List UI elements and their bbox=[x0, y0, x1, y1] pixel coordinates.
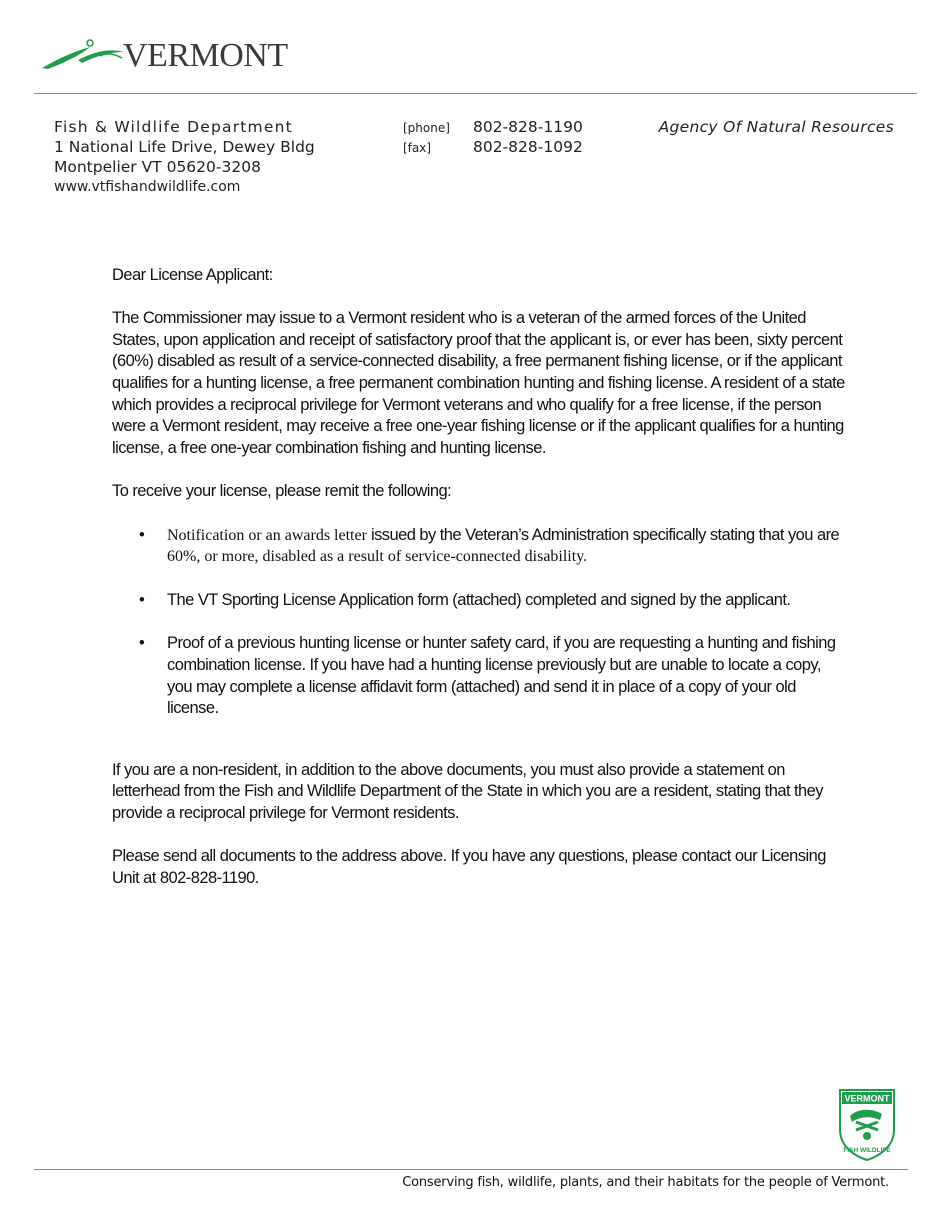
bullet-text-va: issued by the Veteran’s Administration specifically stating that you are bbox=[366, 525, 840, 544]
fax-row bbox=[403, 137, 583, 157]
header-divider bbox=[34, 93, 917, 94]
bullet-text-notification: Notification or an awards letter bbox=[167, 526, 367, 544]
paragraph-nonresident: If you are a non-resident, in addition to the above documents, you must also provide a statement on letterhead from the Fish and Wildlife Department of the State in which you are a resident, stating that they provide a reciprocal privilege for Vermont residents. bbox=[112, 760, 824, 822]
seal-top-text: VERMONT bbox=[844, 1093, 890, 1104]
bullet-text-disability: 60%, or more, disabled as a result of service-connected disability. bbox=[167, 548, 588, 566]
paragraph-eligibility: The Commissioner may issue to a Vermont resident who is a veteran of the armed forces of the United States, upon application and receipt of satisfactory proof that the applicant is, or ever has been, sixty percent (60%) disabled as result of a service-connected disability, a free permanent fishing license, or if the applicant qualifies for a hunting license, a free permanent combination hunting and fishing license. A resident of a state which provides a reciprocal privilege for Vermont veterans and who qualify for a free license, if the person were a Vermont resident, may receive a free one-year fishing license or if the applicant qualifies for a hunting license, a free one-year combination fishing and hunting license. bbox=[112, 309, 845, 457]
list-item bbox=[112, 590, 847, 612]
phone-label: [phone] bbox=[403, 121, 450, 135]
phone-row bbox=[403, 117, 583, 137]
address-block bbox=[54, 117, 315, 197]
requirements-list bbox=[112, 525, 847, 720]
bullet-icon: • bbox=[139, 525, 145, 544]
address-line-2: Montpelier VT 05620-3208 bbox=[54, 158, 261, 176]
logo-wordmark: VERMONT bbox=[123, 37, 288, 74]
seal-bottom-text: FISH WILDLIFE bbox=[843, 1147, 891, 1154]
address-line-1: 1 National Life Drive, Dewey Bldg bbox=[54, 138, 315, 156]
bullet-text-application: The VT Sporting License Application form (attached) completed and signed by the applicant. bbox=[167, 590, 791, 609]
list-item bbox=[112, 525, 847, 568]
fax-number: 802-828-1092 bbox=[473, 138, 583, 156]
bullet-icon: • bbox=[139, 590, 145, 609]
website-link[interactable]: www.vtfishandwildlife.com bbox=[54, 179, 241, 195]
salutation: Dear License Applicant: bbox=[112, 266, 273, 284]
fax-label: [fax] bbox=[403, 141, 432, 155]
letter-body bbox=[112, 265, 847, 889]
paragraph-intro: To receive your license, please remit the following: bbox=[112, 481, 452, 500]
footer-tagline: Conserving fish, wildlife, plants, and their habitats for the people of Vermont. bbox=[402, 1175, 889, 1190]
paragraph-closing: Please send all documents to the address above. If you have any questions, please contact our Licensing Unit at 802-828-1190. bbox=[112, 847, 826, 887]
phone-number: 802-828-1190 bbox=[473, 118, 583, 136]
contact-block bbox=[403, 117, 583, 157]
bullet-text-proof: Proof of a previous hunting license or hunter safety card, if you are requesting a hunting and fishing combination license. If you have had a hunting license previously but are unable to locate a copy, you may complete a license affidavit form (attached) and send it in place of a copy of your old license. bbox=[167, 634, 836, 718]
department-name: Fish & Wildlife Department bbox=[54, 118, 293, 136]
footer-divider bbox=[34, 1169, 908, 1170]
agency-name: Agency Of Natural Resources bbox=[658, 118, 894, 136]
fish-wildlife-seal-icon bbox=[836, 1086, 898, 1162]
list-item bbox=[112, 633, 847, 719]
bullet-icon: • bbox=[139, 634, 145, 653]
